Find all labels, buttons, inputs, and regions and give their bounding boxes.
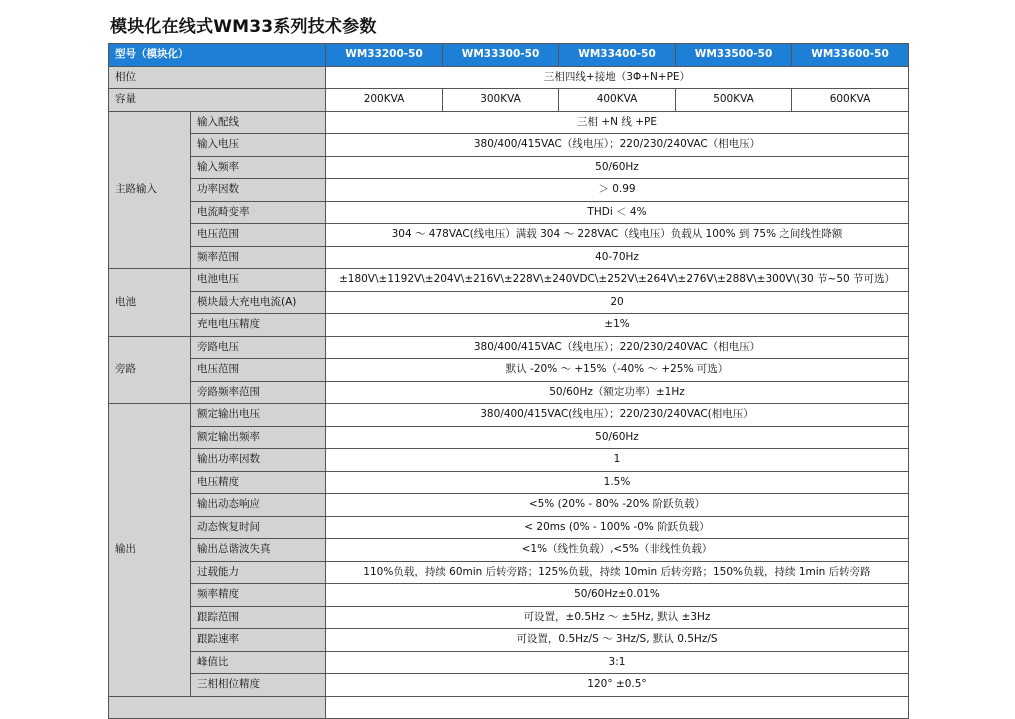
param-label: 电池电压 [191,269,326,292]
param-label: 旁路频率范围 [191,381,326,404]
param-value: ±180V\±1192V\±204V\±216V\±228V\±240VDC\±252V\±264V\±276V\±288V\±300V\(30 节~50 节可选） [326,269,909,292]
capacity-value: 600KVA [792,89,909,112]
phase-value: 三相四线+接地（3Φ+N+PE） [326,66,909,89]
param-label: 跟踪速率 [191,629,326,652]
cut-cell [326,696,909,719]
param-value: 120° ±0.5° [326,674,909,697]
model-name: WM33500-50 [676,44,792,67]
param-value: 380/400/415VAC（线电压）；220/230/240VAC（相电压） [326,336,909,359]
param-value: 三相 +N 线 +PE [326,111,909,134]
param-value: 1 [326,449,909,472]
param-label: 模块最大充电电流(A) [191,291,326,314]
spec-row [109,584,909,607]
param-label: 输出功率因数 [191,449,326,472]
param-label: 功率因数 [191,179,326,202]
param-value: 50/60Hz（额定功率）±1Hz [326,381,909,404]
param-value: 380/400/415VAC（线电压）；220/230/240VAC（相电压） [326,134,909,157]
param-label: 频率范围 [191,246,326,269]
param-label: 额定输出频率 [191,426,326,449]
spec-row [109,674,909,697]
param-value: 50/60Hz±0.01% [326,584,909,607]
param-label: 电压范围 [191,224,326,247]
param-label: 输入配线 [191,111,326,134]
param-label: 旁路电压 [191,336,326,359]
spec-row [109,336,909,359]
phase-row [109,66,909,89]
model-name: WM33400-50 [559,44,676,67]
param-label: 频率精度 [191,584,326,607]
param-value: 20 [326,291,909,314]
spec-row [109,269,909,292]
param-label: 三相相位精度 [191,674,326,697]
param-value: <5% (20% - 80% -20% 阶跃负载） [326,494,909,517]
spec-row [109,291,909,314]
param-label: 输入电压 [191,134,326,157]
param-value: ＞ 0.99 [326,179,909,202]
param-label: 跟踪范围 [191,606,326,629]
cut-cell [109,696,326,719]
header-row [109,44,909,67]
spec-row [109,134,909,157]
capacity-row [109,89,909,112]
group-label: 旁路 [109,336,191,404]
param-label: 动态恢复时间 [191,516,326,539]
param-value: 40-70Hz [326,246,909,269]
param-value: 可设置，±0.5Hz ～ ±5Hz, 默认 ±3Hz [326,606,909,629]
group-label: 电池 [109,269,191,337]
page-title: 模块化在线式WM33系列技术参数 [110,17,377,37]
spec-row [109,651,909,674]
spec-row [109,246,909,269]
param-label: 充电电压精度 [191,314,326,337]
param-label: 额定输出电压 [191,404,326,427]
param-label: 电压精度 [191,471,326,494]
spec-row [109,449,909,472]
model-name: WM33600-50 [792,44,909,67]
param-label: 过载能力 [191,561,326,584]
param-label: 输出总谐波失真 [191,539,326,562]
param-value: ±1% [326,314,909,337]
spec-row [109,314,909,337]
param-label: 输出动态响应 [191,494,326,517]
phase-label: 相位 [109,66,326,89]
param-value: 1.5% [326,471,909,494]
spec-row [109,111,909,134]
param-value: 304 ～ 478VAC(线电压）满载 304 ～ 228VAC（线电压）负载从 100% 到 75% 之间线性降额 [326,224,909,247]
param-value: < 20ms (0% - 100% -0% 阶跃负载） [326,516,909,539]
param-value: 默认 -20% ～ +15%（-40% ～ +25% 可选） [326,359,909,382]
spec-row [109,156,909,179]
param-value: 3:1 [326,651,909,674]
spec-row [109,494,909,517]
param-value: 可设置，0.5Hz/S ～ 3Hz/S, 默认 0.5Hz/S [326,629,909,652]
param-value: 50/60Hz [326,426,909,449]
capacity-value: 500KVA [676,89,792,112]
capacity-value: 400KVA [559,89,676,112]
spec-row [109,606,909,629]
spec-row [109,426,909,449]
param-value: THDi ＜ 4% [326,201,909,224]
spec-row [109,561,909,584]
spec-row [109,629,909,652]
param-label: 电流畸变率 [191,201,326,224]
group-label: 输出 [109,404,191,697]
spec-row [109,539,909,562]
spec-row [109,471,909,494]
param-label: 峰值比 [191,651,326,674]
group-label: 主路输入 [109,111,191,269]
spec-row [109,404,909,427]
spec-table-body [109,44,909,719]
capacity-label: 容量 [109,89,326,112]
table-row-cut [109,696,909,719]
model-name: WM33300-50 [443,44,559,67]
param-value: 380/400/415VAC(线电压）；220/230/240VAC(相电压） [326,404,909,427]
param-value: 50/60Hz [326,156,909,179]
spec-row [109,381,909,404]
capacity-value: 200KVA [326,89,443,112]
param-value: 110%负载，持续 60min 后转旁路；125%负载，持续 10min 后转旁路；150%负载，持续 1min 后转旁路 [326,561,909,584]
spec-row [109,179,909,202]
model-header-label: 型号（模块化） [109,44,326,67]
param-label: 电压范围 [191,359,326,382]
capacity-value: 300KVA [443,89,559,112]
spec-table [108,43,909,719]
spec-row [109,201,909,224]
model-name: WM33200-50 [326,44,443,67]
spec-row [109,516,909,539]
spec-row [109,359,909,382]
param-value: <1%（线性负载）,<5%（非线性负载） [326,539,909,562]
spec-row [109,224,909,247]
param-label: 输入频率 [191,156,326,179]
